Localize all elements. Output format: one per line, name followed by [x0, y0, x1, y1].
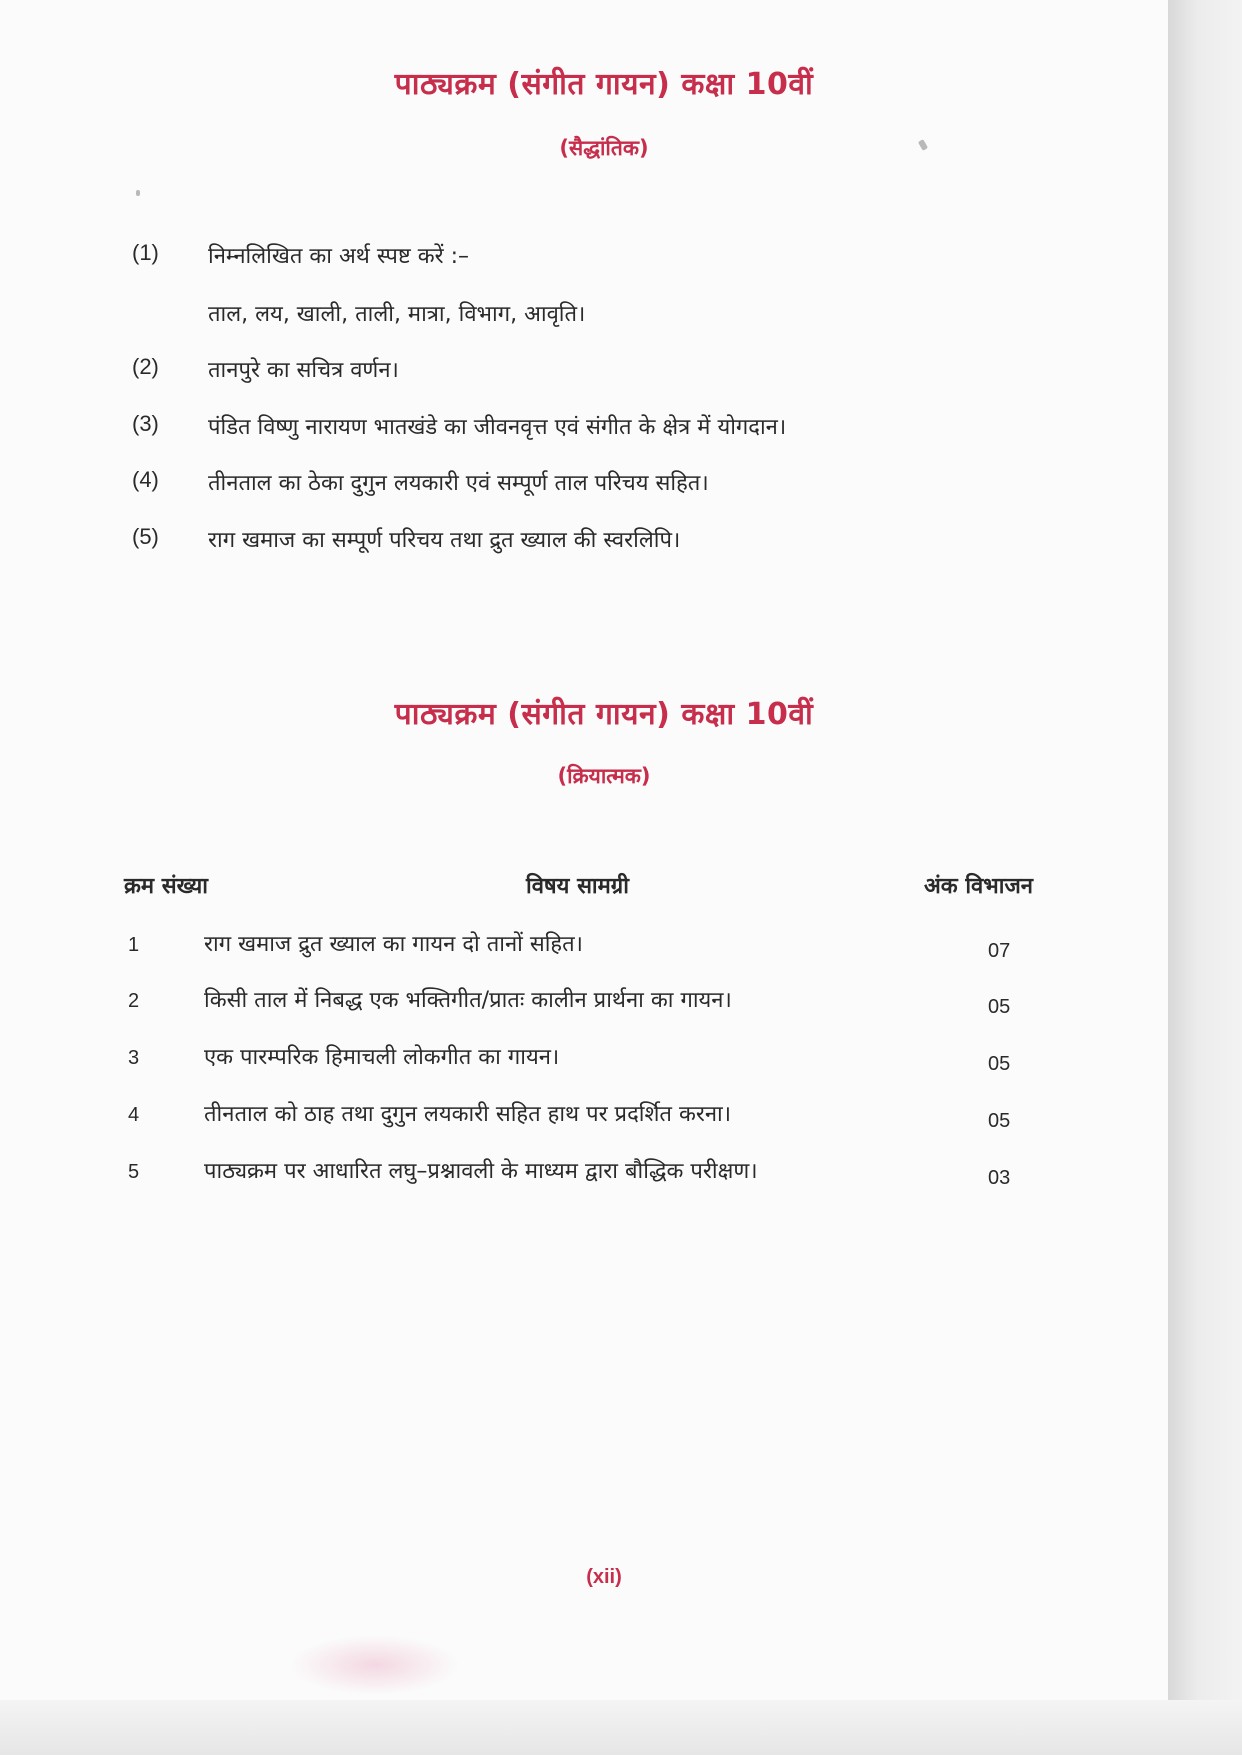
item-text: निम्नलिखित का अर्थ स्पष्ट करें :– — [208, 244, 470, 269]
table-row — [0, 1155, 1168, 1205]
theory-subtitle: (सैद्धांतिक) — [559, 136, 649, 160]
page-edge-shadow — [1168, 0, 1242, 1755]
row-content: एक पारम्परिक हिमाचली लोकगीत का गायन। — [204, 1045, 560, 1070]
item-text: राग खमाज का सम्पूर्ण परिचय तथा द्रुत ख्याल की स्वरलिपि। — [208, 528, 681, 553]
item-text: ताल, लय, खाली, ताली, मात्रा, विभाग, आवृति। — [208, 302, 586, 327]
row-content: राग खमाज द्रुत ख्याल का गायन दो तानों सहित। — [204, 932, 583, 957]
table-row — [0, 1098, 1168, 1148]
theory-title: पाठ्यक्रम (संगीत गायन) कक्षा 10वीं — [394, 67, 814, 102]
table-row — [0, 984, 1168, 1034]
row-serial: 1 — [128, 934, 140, 956]
scan-bottom-band — [0, 1700, 1242, 1755]
practical-subtitle: (क्रियात्मक) — [557, 764, 651, 788]
row-marks: 07 — [988, 940, 1011, 962]
scan-stain — [290, 1635, 460, 1695]
row-marks: 05 — [988, 1110, 1011, 1132]
row-marks: 03 — [988, 1167, 1011, 1189]
practical-title: पाठ्यक्रम (संगीत गायन) कक्षा 10वीं — [394, 697, 814, 732]
row-content: किसी ताल में निबद्ध एक भक्तिगीत/प्रातः कालीन प्रार्थना का गायन। — [204, 988, 732, 1013]
header-marks: अंक विभाजन — [924, 874, 1033, 899]
header-serial: क्रम संख्या — [124, 874, 208, 899]
row-serial: 5 — [128, 1161, 140, 1183]
row-marks: 05 — [988, 996, 1011, 1018]
table-row — [0, 928, 1168, 978]
table-row — [0, 1041, 1168, 1091]
row-marks: 05 — [988, 1053, 1011, 1075]
item-number: (4) — [132, 467, 159, 492]
item-number: (3) — [132, 411, 159, 436]
header-content: विषय सामग्री — [526, 874, 629, 899]
item-number: (1) — [132, 240, 159, 265]
scan-speck — [136, 190, 140, 196]
page-number: (xii) — [586, 1566, 622, 1588]
item-number: (2) — [132, 354, 159, 379]
row-serial: 2 — [128, 990, 140, 1012]
row-serial: 3 — [128, 1047, 140, 1069]
item-text: तीनताल का ठेका दुगुन लयकारी एवं सम्पूर्ण ताल परिचय सहित। — [208, 471, 709, 496]
item-text: पंडित विष्णु नारायण भातखंडे का जीवनवृत्त एवं संगीत के क्षेत्र में योगदान। — [208, 415, 787, 440]
row-content: पाठ्यक्रम पर आधारित लघु–प्रश्नावली के माध्यम द्वारा बौद्धिक परीक्षण। — [204, 1159, 758, 1184]
item-text: तानपुरे का सचित्र वर्णन। — [208, 358, 399, 383]
row-content: तीनताल को ठाह तथा दुगुन लयकारी सहित हाथ पर प्रदर्शित करना। — [204, 1102, 732, 1127]
row-serial: 4 — [128, 1104, 140, 1126]
item-number: (5) — [132, 524, 159, 549]
